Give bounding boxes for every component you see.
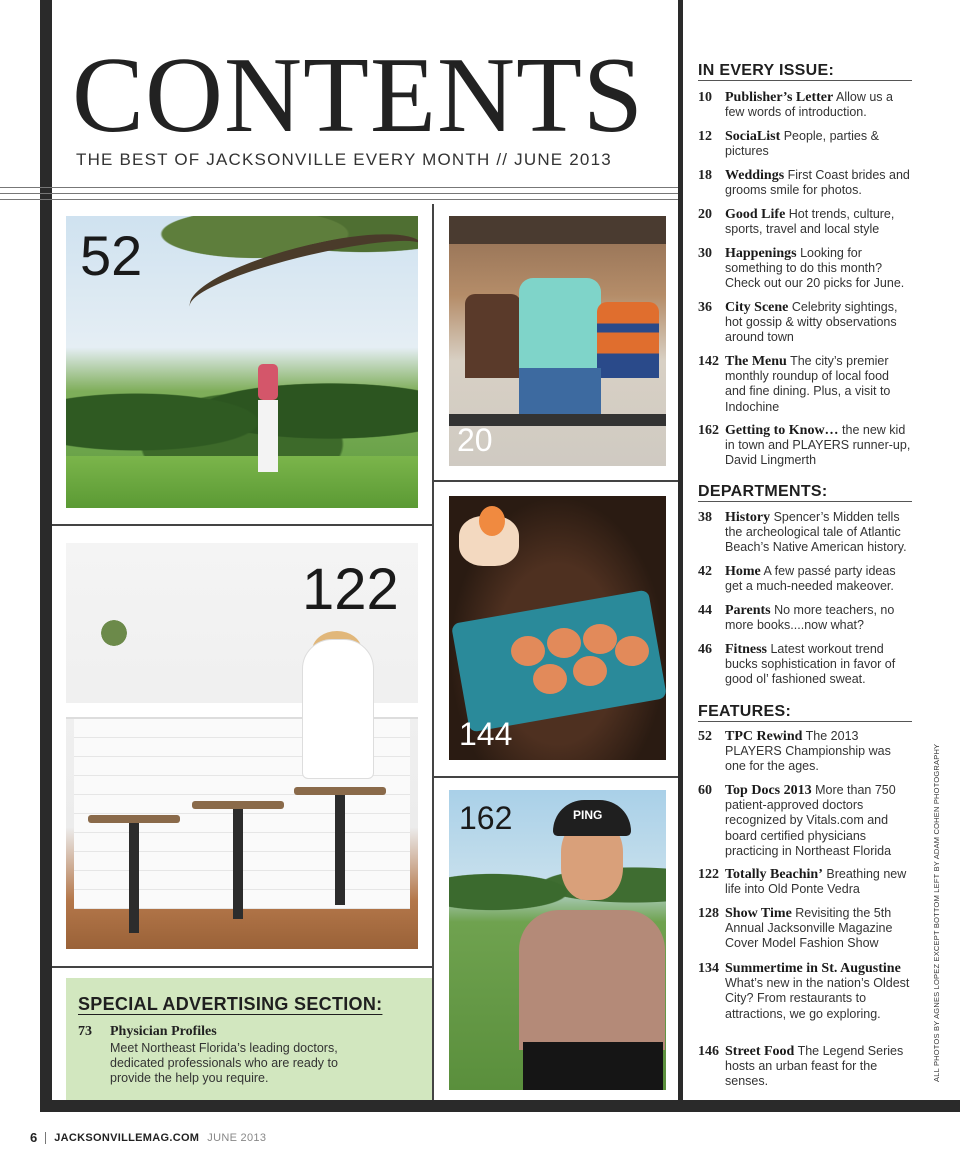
toc-page-number: 36 xyxy=(698,300,712,315)
toc-title: Getting to Know… xyxy=(725,423,839,438)
bar-stool xyxy=(88,815,180,823)
toc-entry[interactable] xyxy=(698,642,912,688)
toc-entry[interactable] xyxy=(698,961,912,1022)
toc-description: The Legend Series hosts an urban feast for the senses. xyxy=(725,1044,904,1089)
toc-title: TPC Rewind xyxy=(725,729,803,744)
toc-entry[interactable] xyxy=(698,603,912,633)
grid-divider xyxy=(52,966,432,968)
fairway xyxy=(66,456,418,508)
toc-title: SociaList xyxy=(725,129,781,144)
column-divider xyxy=(678,0,683,1106)
dumpling xyxy=(573,656,607,686)
page-footer xyxy=(30,1130,266,1145)
toc-description: Celebrity sightings, hot gossip & witty observations around town xyxy=(725,300,898,345)
boy-left xyxy=(465,294,521,378)
boy-right xyxy=(597,302,659,378)
section-rule xyxy=(698,721,912,722)
toc-title: City Scene xyxy=(725,300,789,315)
toc-title: The Menu xyxy=(725,354,787,369)
left-spine-bar xyxy=(40,0,52,1112)
footer-site-link[interactable]: JACKSONVILLEMAG.COM xyxy=(54,1131,200,1144)
toc-page-number: 162 xyxy=(698,423,719,438)
golf-pants xyxy=(523,1042,663,1090)
section-heading-departments: DEPARTMENTS: xyxy=(698,483,828,500)
toc-page-number: 60 xyxy=(698,783,712,798)
grid-divider xyxy=(432,204,434,1100)
toc-entry[interactable] xyxy=(698,423,912,469)
special-section-heading: SPECIAL ADVERTISING SECTION: xyxy=(78,994,383,1014)
toc-page-number: 20 xyxy=(698,207,712,222)
footer-page-number: 6 xyxy=(30,1130,38,1145)
toc-description: Latest workout trend bucks sophistication in favor of good ol’ fashioned sweat. xyxy=(725,642,896,687)
bottom-border-bar xyxy=(40,1100,960,1112)
toc-description: Hot trends, culture, sports, travel and local style xyxy=(725,207,895,237)
photo-page-number: 20 xyxy=(457,422,493,458)
bar-stool xyxy=(294,787,386,795)
toc-page-number: 38 xyxy=(698,510,712,525)
toc-description: Looking for something to do this month? Check out our 20 picks for June. xyxy=(725,246,905,291)
kitchen-girl-photo[interactable] xyxy=(66,543,418,949)
toc-entry[interactable] xyxy=(698,207,912,237)
dumpling xyxy=(583,624,617,654)
toc-description: The city’s premier monthly roundup of local food and fine dining. Plus, a visit to Indochine xyxy=(725,354,891,414)
toc-title: Top Docs 2013 xyxy=(725,783,812,798)
toc-title: Happenings xyxy=(725,246,797,261)
toc-page-number: 10 xyxy=(698,90,712,105)
air-plant xyxy=(94,613,134,653)
toc-page-number: 52 xyxy=(698,729,712,744)
stool-leg xyxy=(335,795,345,905)
toc-title: History xyxy=(725,510,771,525)
toc-title: Home xyxy=(725,564,761,579)
grid-divider xyxy=(434,480,678,482)
toc-entry[interactable] xyxy=(698,168,912,198)
toc-title: Show Time xyxy=(725,906,792,921)
toc-title: Publisher’s Letter xyxy=(725,90,834,105)
carrot-garnish xyxy=(479,506,505,536)
toc-page-number: 46 xyxy=(698,642,712,657)
toc-page-number: 128 xyxy=(698,906,719,921)
golfer-portrait-photo[interactable] xyxy=(449,790,666,1090)
toc-entry[interactable] xyxy=(698,90,912,120)
toc-entry[interactable] xyxy=(698,129,912,159)
cap-logo: PING xyxy=(573,808,603,822)
masthead-rule xyxy=(0,187,678,188)
toc-description: Spencer’s Midden tells the archeological tale of Atlantic Beach’s Native American history. xyxy=(725,510,907,555)
toc-title: Parents xyxy=(725,603,771,618)
man-center xyxy=(519,278,601,370)
page-subtitle: THE BEST OF JACKSONVILLE EVERY MONTH // JUNE 2013 xyxy=(76,150,612,169)
golf-swing-photo[interactable] xyxy=(66,216,418,508)
masthead-rule xyxy=(0,199,678,200)
toc-description: the new kid in town and PLAYERS runner-up, David Lingmerth xyxy=(725,423,911,468)
toc-description: The 2013 PLAYERS Championship was one for the ages. xyxy=(725,729,891,774)
roof-eave xyxy=(449,216,666,244)
stool-leg xyxy=(129,823,139,933)
toc-page-number: 42 xyxy=(698,564,712,579)
grid-divider xyxy=(52,524,432,526)
section-heading-features: FEATURES: xyxy=(698,703,792,720)
toc-entry[interactable] xyxy=(698,354,912,415)
toc-page-number: 30 xyxy=(698,246,712,261)
footer-issue-date: JUNE 2013 xyxy=(207,1131,267,1144)
dumpling xyxy=(511,636,545,666)
toc-page-number: 122 xyxy=(698,867,719,882)
toc-title: Street Food xyxy=(725,1044,795,1059)
toc-description: Allow us a few words of introduction. xyxy=(725,90,893,120)
toc-entry[interactable] xyxy=(698,246,912,292)
special-section-description: Meet Northeast Florida’s leading doctors, dedicated professionals who are ready to provide the help you require. xyxy=(110,1041,338,1085)
page-title: CONTENTS xyxy=(72,36,644,155)
section-rule xyxy=(698,80,912,81)
toc-entry[interactable] xyxy=(698,906,912,952)
bar-stool xyxy=(192,801,284,809)
photo-page-number: 162 xyxy=(459,800,513,836)
dumpling xyxy=(547,628,581,658)
photo-page-number: 144 xyxy=(459,716,513,752)
toc-entry[interactable] xyxy=(698,729,912,775)
toc-title: Good Life xyxy=(725,207,786,222)
toc-entry[interactable] xyxy=(698,300,912,346)
photo-page-number: 122 xyxy=(302,557,399,622)
photo-credit: ALL PHOTOS BY AGNES LOPEZ EXCEPT BOTTOM LEFT BY ADAM COHEN PHOTOGRAPHY xyxy=(932,743,941,1082)
toc-entry[interactable] xyxy=(698,1044,912,1090)
dumplings-food-photo[interactable] xyxy=(449,496,666,760)
tree-line xyxy=(66,356,418,466)
toc-page-number: 134 xyxy=(698,961,719,976)
toc-entry[interactable] xyxy=(698,867,912,897)
toc-page-number: 18 xyxy=(698,168,712,183)
toc-page-number: 142 xyxy=(698,354,719,369)
toc-title: Summertime in St. Augustine xyxy=(725,961,901,976)
toc-description: No more teachers, no more books....now what? xyxy=(725,603,895,633)
toc-title: Weddings xyxy=(725,168,785,183)
toc-description: More than 750 patient-approved doctors recognized by Vitals.com and board certified physicians practicing in Northeast Florida xyxy=(725,783,896,858)
toc-entry[interactable] xyxy=(698,564,912,594)
section-heading-in-every-issue: IN EVERY ISSUE: xyxy=(698,62,835,79)
toc-title: Fitness xyxy=(725,642,767,657)
family-portrait-photo[interactable] xyxy=(449,216,666,466)
toc-description: Revisiting the 5th Annual Jacksonville Magazine Cover Model Fashion Show xyxy=(725,906,893,951)
toc-entry[interactable] xyxy=(698,510,912,556)
golfer-legs xyxy=(258,400,278,472)
special-section-page: 73 xyxy=(78,1024,92,1039)
dumpling xyxy=(533,664,567,694)
toc-entry[interactable] xyxy=(698,783,912,859)
photo-page-number: 52 xyxy=(80,224,143,287)
toc-description: First Coast brides and grooms smile for photos. xyxy=(725,168,910,198)
stool-leg xyxy=(233,809,243,919)
grid-divider xyxy=(434,776,678,778)
toc-description: People, parties & pictures xyxy=(725,129,879,159)
special-section-title[interactable]: Physician Profiles xyxy=(110,1024,217,1039)
toc-page-number: 44 xyxy=(698,603,712,618)
girl-figure xyxy=(302,639,374,779)
toc-page-number: 146 xyxy=(698,1044,719,1059)
toc-description: Breathing new life into Old Ponte Vedra xyxy=(725,867,907,897)
jeans xyxy=(519,368,601,414)
toc-title: Totally Beachin’ xyxy=(725,867,823,882)
dumpling xyxy=(615,636,649,666)
masthead-rule xyxy=(0,193,678,194)
toc-description: What’s new in the nation’s Oldest City? From restaurants to attractions, we go exploring. xyxy=(725,976,910,1021)
toc-description: A few passé party ideas get a much-needed makeover. xyxy=(725,564,896,594)
toc-page-number: 12 xyxy=(698,129,712,144)
footer-separator xyxy=(45,1132,46,1144)
section-rule xyxy=(698,501,912,502)
golf-shirt xyxy=(519,910,665,1050)
golfer-figure xyxy=(258,364,278,400)
